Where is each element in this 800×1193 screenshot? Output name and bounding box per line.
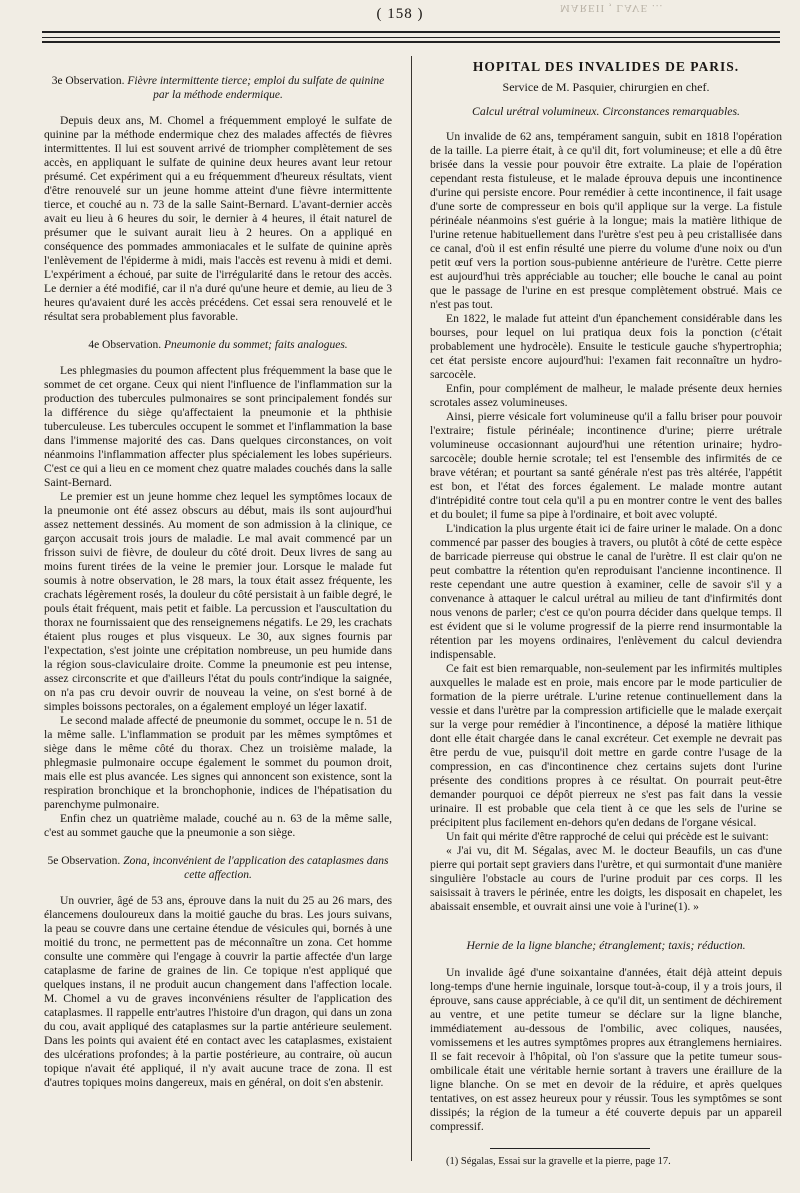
- paragraph: Le second malade affecté de pneumonie du sommet, occupe le n. 51 de la même salle. L'inflammation se produit par les mêmes symptômes et siège dans le même côté du thorax. Chez un troisième malade, la phlegmasie pulmonaire occupe également le sommet du poumon droit, mais elle est plus avancée. Les signes qui annoncent son existence, sont la respiration bronchique et la bronchophonie, indices de l'hépatisation du parenchyme pulmonaire.: [44, 714, 392, 811]
- paragraph: Ce fait est bien remarquable, non-seulement par les infirmités multiples auxquelles le malade est en proie, mais encore par le mode particulier de formation de la pierre urétrale. L'urine retenue continuellement dans la vessie et dans l'urètre par la compression artificielle que le malade exerçait sur la verge pour remédier à l'incontinence, a déposé la matière lithique dont elle était chargée dans le canal excréteur. Cet exemple ne devrait pas être perdu de vue, puisqu'il doit mettre en garde contre l'usage de la compression, en cas d'incontinence chez certains sujets dont l'urine présente des conditions propres à ce résultat. On pourrait peut-être demander pourquoi ce dépôt pierreux ne s'est pas fait dans la vessie urinaire. Il est probable que cela tient à ce que les sels de l'urine se précipitent plus facilement en-dehors qu'en dedans de l'organe vésical.: [430, 662, 782, 829]
- article-title: Hernie de la ligne blanche; étranglement; taxis; réduction.: [466, 938, 746, 952]
- margin-bleed-text: MAREII , LAVE ...: [560, 2, 664, 14]
- observation-label: 3e Observation.: [51, 75, 125, 87]
- paragraph: En 1822, le malade fut atteint d'un épanchement considérable dans les bourses, pour lequel on lui pratiqua deux fois la ponction (c'était probablement une hydrocèle). Ensuite le testicule gauche s'hypertrophia; cet état persiste encore aujourd'hui: l'examen fait reconnaître un hydro-sarcocèle.: [430, 312, 782, 381]
- service-line: Service de M. Pasquier, chirurgien en chef.: [502, 80, 710, 94]
- paragraph: Les phlegmasies du poumon affectent plus fréquemment la base que le sommet de cet organe. Ceux qui nient l'influence de l'inflammation sur la production des tubercules pulmonaires se sont principalement fondés sur la différence du siège qu'affectaient la pneumonie et la phthisie tuberculeuse. Les tubercules occupent le sommet et l'inflammation la base dans l'immense majorité des cas. Dans quelques circonstances, on voit néanmoins l'inflammation affecter plus spécialement les lobes supérieurs. C'est ce qui a lieu en ce moment chez quatre malades couchés dans la salle Saint-Bernard.: [44, 364, 392, 489]
- paragraph: Un fait qui mérite d'être rapproché de celui qui précède est le suivant:: [446, 830, 769, 843]
- left-column: [44, 58, 392, 1090]
- header-rule: [42, 31, 780, 33]
- page-number: ( 158 ): [376, 6, 424, 22]
- paragraph: Enfin chez un quatrième malade, couché au n. 63 de la même salle, c'est au sommet gauche que la pneumonie a son siège.: [44, 812, 392, 839]
- paragraph: L'indication la plus urgente était ici de faire uriner le malade. On a donc commencé par passer des bougies à travers, ou plutôt à côté de cette espèce de barricade pierreuse qui obstrue le canal de l'urètre. Il est clair qu'on ne peut combattre la rétention qu'en reproduisant l'ancienne incontinence. Il reste cependant une autre question à examiner, celle de savoir s'il y a convenance à attaquer le calcul urétral au milieu de tant d'infirmités dont nous venons de parler; c'est ce qu'on pourra décider dans quelque temps. Il est évident que si le volume progressif de la pierre rend insurmontable la rétention par les moyens ordinaires, l'enlèvement du calcul deviendra indispensable.: [430, 522, 782, 661]
- observation-label: 5e Observation.: [47, 855, 121, 867]
- observation-heading: [44, 338, 392, 352]
- paragraph: Depuis deux ans, M. Chomel a fréquemment employé le sulfate de quinine par la méthode endermique chez des malades affectés de fièvres intermittentes. Il lui est souvent arrivé de triompher complètement de ses accès, en appliquant le sulfate de quinine deux heures avant leur retour présumé. Cet expériment qui a eu fréquemment d'heureux résultats, vient d'être renouvelé sur un jeune homme atteint d'une fièvre intermittente tierce, et couché au n. 73 de la salle Saint-Bernard. L'avant-dernier accès avait eu lieu à 6 heures du soir, le dernier à 4 heures, il était naturel de présumer que le suivant aurait lieu à 2 heures. On a appliqué en conséquence des pommades ammoniacales et le sulfate de quinine après l'enlèvement de l'épiderme à midi, mais l'accès est revenu à midi et demi. L'expériment a échoué, par suite de l'irrégularité dans le retour des accès. Le dernier a été modifié, car il n'a duré qu'une heure et demie, au lieu de 3 heures qu'avaient duré les accès précédens. Cet essai sera renouvelé et le résultat sera probablement plus favorable.: [44, 114, 392, 323]
- observation-title: Fièvre intermittente tierce; emploi du sulfate de quinine par la méthode endermique.: [127, 75, 385, 101]
- observation-title: Zona, inconvénient de l'application des cataplasmes dans cette affection.: [123, 855, 389, 881]
- observation-label: 4e Observation.: [88, 339, 162, 351]
- footnote: (1) Ségalas, Essai sur la gravelle et la pierre, page 17.: [446, 1156, 671, 1167]
- right-column: [430, 58, 782, 1169]
- column-divider: [411, 56, 412, 1161]
- paragraph: Un invalide de 62 ans, tempérament sanguin, subit en 1818 l'opération de la taille. La pierre était, à ce qu'il dit, fort volumineuse; et elle a dû être brisée dans la vessie pour pouvoir être extraite. La plaie de l'opération cependant resta fistuleuse, et le malade éprouva depuis une incontinence d'urine qui persiste encore. Pour remédier à cette incontinence, il fait usage d'une sorte de compresseur en bois qu'il applique sur la verge. La fistule périnéale néanmoins s'est guérie à la longue; mais la matière lithique de l'urine retenue habituellement dans l'urètre s'est peu à peu cristallisée dans ce canal, d'où il est enfin résulté une pierre du volume d'une noix ou d'un petit œuf vers la portion sous-pubienne antérieure de l'urètre. Cette pierre est aujourd'hui très appréciable au toucher; elle bouche le canal au point que le passage de l'urine en est presque complètement obstrué. Mais ce n'est pas tout.: [430, 130, 782, 311]
- footnote-rule: [490, 1148, 650, 1149]
- observation-title: Pneumonie du sommet; faits analogues.: [164, 339, 348, 351]
- paragraph: Le premier est un jeune homme chez lequel les symptômes locaux de la pneumonie ont été assez obscurs au début, mais ils sont aujourd'hui assez nettement dessinés. Au moment de son admission à la clinique, ce garçon accusait trois jours de maladie. Le mal avait commencé par un frisson suivi de fièvre, de douleur du côté droit. Deux livres de sang au moins furent tirées de la veine le premier jour. Lorsque le malade fut soumis à notre observation, le 28 mars, la toux était assez fréquente, les crachats légèrement rosés, la douleur du côté persistait à un faible degré, le pouls était fréquent, mais petit et faible. La percussion et l'auscultation du thorax ne fournissaient que des renseignemens négatifs. Le 29, les crachats étaient plus rouges et plus visqueux. Le 30, aux signes fournis par l'expectation, s'est jointe une crépitation nombreuse, un peu humide dans la région sous-claviculaire droite. Comme la pneumonie est peu intense, assez circonscrite et que d'ailleurs l'état du pouls contr'indique la saignée, on n'a pas cru devoir ouvrir de nouveau la veine, on s'est borné à de simples boissons pectorales, on a également employé un léger laxatif.: [44, 490, 392, 713]
- header-rule: [42, 37, 780, 38]
- paragraph: Enfin, pour complément de malheur, le malade présente deux hernies scrotales assez volumineuses.: [430, 382, 782, 409]
- header-rule: [42, 41, 780, 43]
- paragraph: Un ouvrier, âgé de 53 ans, éprouve dans la nuit du 25 au 26 mars, des élancemens douloureux dans la moitié gauche du bras. Les jours suivans, la peau se couvre dans une certaine étendue de vésicules qui, bornés à une moitié du tronc, ne permettent pas de méconnaître un zona. Cet homme consulte une commère qui l'engage à couvrir la partie affectée d'un large cataplasme de farine de graines de lin. Ce topique n'est appliqué que quelques instans, il ne produit aucun changement dans l'affection locale. M. Chomel a vu de graves inconvéniens résulter de l'application des cataplasmes. Il rappelle entr'autres l'histoire d'un dragon, qui dans un zona du cou, avait appliqué des cataplasmes sur la partie antérieure seulement. Dans les points qui avaient été en contact avec les cataplasmes, existaient des ulcérations profondes; à la partie postérieure, au contraire, où aucun topique n'avait été appliqué, il n'y avait aucune trace de zona. Il est d'autres topiques moins dangereux, mais en général, on doit s'en abstenir.: [44, 894, 392, 1089]
- paragraph: Ainsi, pierre vésicale fort volumineuse qu'il a fallu briser pour pouvoir l'extraire; fistule périnéale; incontinence d'urine; pierre urétrale volumineuse occasionnant aujourd'hui une rétention urinaire; hydro-sarcocèle; double hernie scrotale; tel est l'ensemble des infirmités de ce brave vétéran; et pourtant sa santé générale n'est pas très altérée, l'appétit est bon, et l'état des forces également. Le malade montre autant d'intrépidité contre tout cela qu'il a pu en montrer contre le vent des balles et du boulet; il fume sa pipe à l'ordinaire, et boit avec volupté.: [430, 410, 782, 521]
- section-title: HOPITAL DES INVALIDES DE PARIS.: [472, 59, 740, 74]
- observation-heading: [44, 854, 392, 882]
- quotation-paragraph: « J'ai vu, dit M. Ségalas, avec M. le docteur Beaufils, un cas d'une pierre qui portait sept graviers dans l'urètre, et qui surmontait d'une manière singulière l'obstacle au cours de l'urine produit par ces corps. Il les saisissait à travers le périnée, entre les doigts, les disposait en chapelet, les abaissait ensemble, et ouvrait ainsi une voie à l'urine(1). »: [430, 844, 782, 913]
- observation-heading: [44, 74, 392, 102]
- article-title: Calcul urétral volumineux. Circonstances remarquables.: [471, 104, 741, 118]
- paragraph: Un invalide âgé d'une soixantaine d'années, était déjà atteint depuis long-temps d'une hernie inguinale, lorsque tout-à-coup, il y a trois jours, il éprouve, sans cause appréciable, à ce qu'il dit, un sentiment de déchirement au ventre, et une petite tumeur se déclare sur la ligne blanche, immédiatement au-dessous de l'ombilic, avec coliques, nausées, vomissemens et les autres symptômes propres aux étranglemens herniaires. Il se fait recevoir à l'hôpital, où l'on s'assure que la petite tumeur sous-ombilicale était une véritable hernie sortant à travers une éraillure de la ligne blanche. On se met en devoir de la réduire, et après quelques tentatives, on est assez heureux pour y réussir. Tous les symptômes se sont dissipés; la région de la tumeur a été couverte depuis par un appareil compressif.: [430, 966, 782, 1133]
